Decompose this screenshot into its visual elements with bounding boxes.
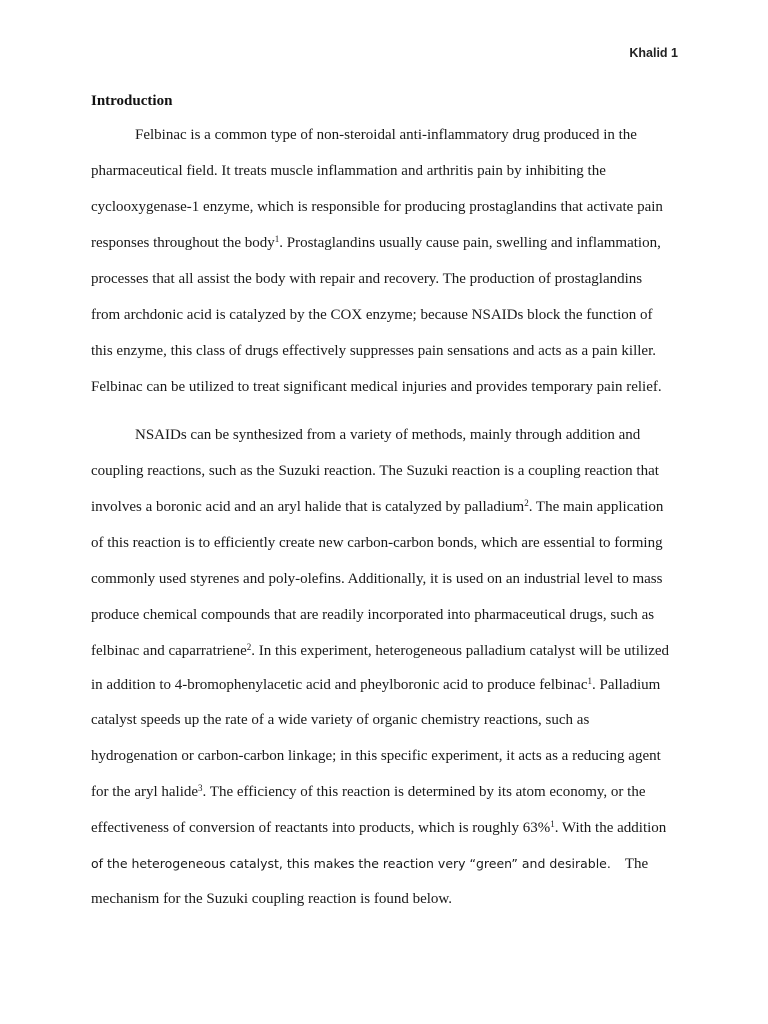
text-run: of the heterogeneous catalyst, this makes the reaction very “green” and desirable.: [91, 856, 611, 871]
paragraph-1-line-1: Felbinac is a common type of non-steroidal anti-inflammatory drug produced in the: [135, 127, 637, 143]
paragraph-2-line-12: [91, 819, 691, 837]
text-run: felbinac and caparratriene: [91, 643, 247, 659]
paragraph-2-line-4: of this reaction is to efficiently create new carbon-carbon bonds, which are essential to forming: [91, 535, 663, 551]
text-run: effectiveness of conversion of reactants into products, which is roughly 63%: [91, 820, 551, 836]
paragraph-2-line-9: catalyst speeds up the rate of a wide variety of organic chemistry reactions, such as: [91, 712, 590, 728]
text-run: for the aryl halide: [91, 784, 199, 800]
paragraph-1-line-8: Felbinac can be utilized to treat significant medical injuries and provides temporary pain relief.: [91, 379, 662, 395]
citation-superscript: 1: [550, 819, 555, 829]
paragraph-2-line-14: mechanism for the Suzuki coupling reaction is found below.: [91, 891, 453, 907]
text-run: . The efficiency of this reaction is determined by its atom economy, or the: [202, 784, 646, 800]
paragraph-2-line-8: [91, 676, 691, 694]
citation-superscript: 1: [587, 676, 592, 686]
citation-superscript: 2: [246, 642, 252, 652]
text-run: responses throughout the body: [91, 235, 275, 251]
paragraph-1-line-2: pharmaceutical field. It treats muscle inflammation and arthritis pain by inhibiting the: [91, 163, 606, 179]
running-head: Khalid 1: [629, 46, 678, 60]
paragraph-2-line-2: coupling reactions, such as the Suzuki reaction. The Suzuki reaction is a coupling reaction that: [91, 463, 659, 479]
paragraph-2-line-6: produce chemical compounds that are readily incorporated into pharmaceutical drugs, such as: [91, 607, 655, 623]
text-run: involves a boronic acid and an aryl halide that is catalyzed by palladium: [91, 499, 525, 515]
paragraph-2-line-7: [91, 642, 691, 660]
paragraph-2-line-10: hydrogenation or carbon-carbon linkage; in this specific experiment, it acts as a reducing agent: [91, 748, 661, 764]
text-run: The: [624, 856, 649, 872]
paragraph-1-line-3: cyclooxygenase-1 enzyme, which is responsible for producing prostaglandins that activate pain: [91, 199, 663, 215]
citation-superscript: 1: [274, 234, 280, 244]
section-heading: Introduction: [91, 93, 173, 109]
text-run: in addition to 4-bromophenylacetic acid and pheylboronic acid to produce felbinac: [91, 677, 588, 693]
text-run: . With the addition: [554, 820, 667, 836]
paragraph-1-line-4: [91, 234, 691, 252]
paragraph-1-line-6: from archdonic acid is catalyzed by the COX enzyme; because NSAIDs block the function of: [91, 307, 653, 323]
text-run: . Palladium: [592, 677, 661, 693]
text-run: . Prostaglandins usually cause pain, swelling and inflammation,: [279, 235, 661, 251]
text-run: . The main application: [528, 499, 664, 515]
paragraph-2-line-3: [91, 498, 691, 516]
paragraph-2-line-1: NSAIDs can be synthesized from a variety of methods, mainly through addition and: [135, 427, 641, 443]
paragraph-2-line-13: [91, 855, 691, 873]
paragraph-1-line-7: this enzyme, this class of drugs effectively suppresses pain sensations and acts as a pain killer.: [91, 343, 657, 359]
paragraph-2-line-11: [91, 783, 691, 801]
paragraph-1-line-5: processes that all assist the body with repair and recovery. The production of prostaglandins: [91, 271, 643, 287]
citation-superscript: 2: [524, 498, 529, 508]
paragraph-2-line-5: commonly used styrenes and poly-olefins. Additionally, it is used on an industrial level to mass: [91, 571, 663, 587]
text-run: . In this experiment, heterogeneous palladium catalyst will be utilized: [251, 643, 670, 659]
citation-superscript: 3: [198, 783, 203, 793]
